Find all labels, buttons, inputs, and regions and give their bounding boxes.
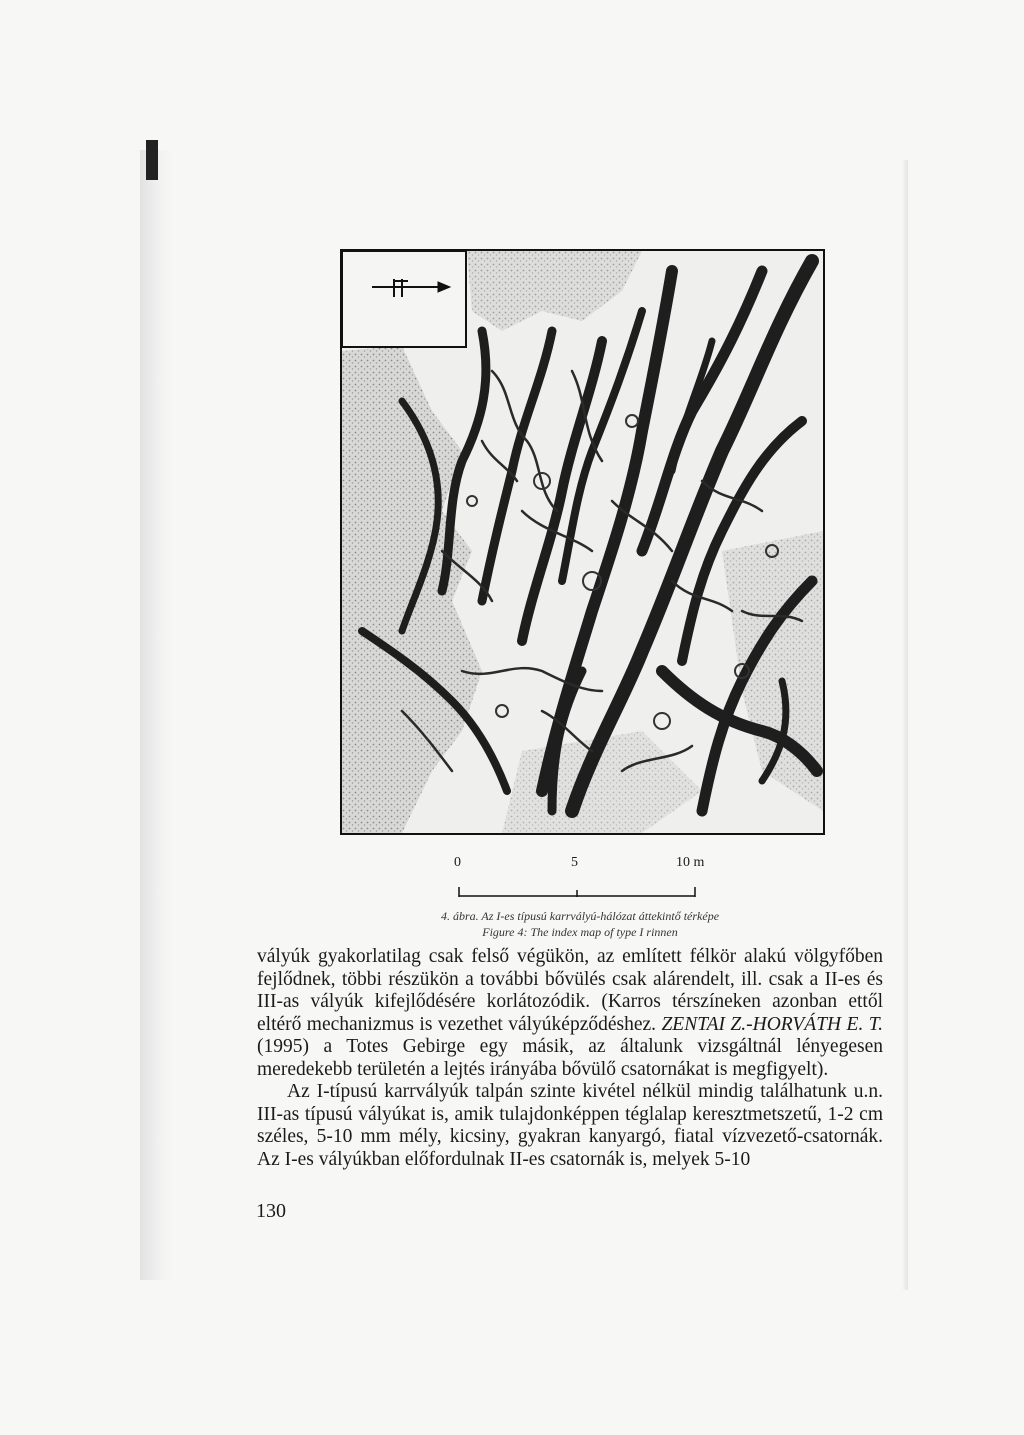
- page-gutter-shadow: [140, 150, 174, 1280]
- scale-bar-line: [458, 887, 696, 897]
- karren-map-drawing: [342, 251, 823, 833]
- caption-hungarian: [330, 908, 830, 924]
- citation-authors: ZENTAI Z.-HORVÁTH E. T.: [661, 1013, 884, 1035]
- paragraph-1: [257, 946, 883, 1081]
- page-number: 130: [256, 1200, 286, 1222]
- scale-label-10m: 10 m: [676, 855, 705, 870]
- caption-en-text: The index map of type I rinnen: [530, 925, 678, 939]
- scale-label-5: 5: [571, 855, 578, 870]
- karren-map: [340, 249, 825, 835]
- paragraph-2: Az I-típusú karrvályúk talpán szinte kivétel nélkül mindig találhatunk u.n. III-as típusú vályúkat is, amik tulajdonképpen téglalap keresztmetszetű, 1-2 cm széles, 5-10 mm mély, kicsiny, gyakran kanyargó, fiatal vízvezető-csatornák. Az I-es vályúkban előfordulnak II-es csatornák is, melyek 5-10: [257, 1081, 883, 1170]
- page-edge: [902, 160, 908, 1290]
- caption-english: [330, 924, 830, 940]
- figure-caption: [330, 908, 830, 940]
- scale-bar: [440, 855, 720, 903]
- paragraph-1-text: vályúk gyakorlatilag csak felső végükön, az említett félkör alakú völgyfőben fejlődnek, többi részükön a további bővülés csak alárendelt, ill. csak a II-es és III-as vályúk kifejlődésére korlátozódik. (Karros térszíneken azonban ettől eltérő mechanizmus is vezethet vályúképződéshez.: [257, 946, 883, 1035]
- paragraph-1-end: (1995) a Totes Gebirge egy másik, az általunk vizsgáltnál lényegesen meredekebb területén a lejtés irányába bővülő csatornákat is megfigyelt).: [257, 1036, 883, 1080]
- caption-en-label: Figure 4:: [482, 925, 528, 939]
- legend-inset: [342, 251, 466, 347]
- caption-hu-text: Az I-es típusú karrvályú-hálózat áttekintő térképe: [481, 909, 720, 923]
- binding-mark: [146, 140, 158, 180]
- scale-label-0: 0: [454, 855, 461, 870]
- caption-hu-label: 4. ábra.: [440, 909, 479, 923]
- body-text: [257, 946, 883, 1171]
